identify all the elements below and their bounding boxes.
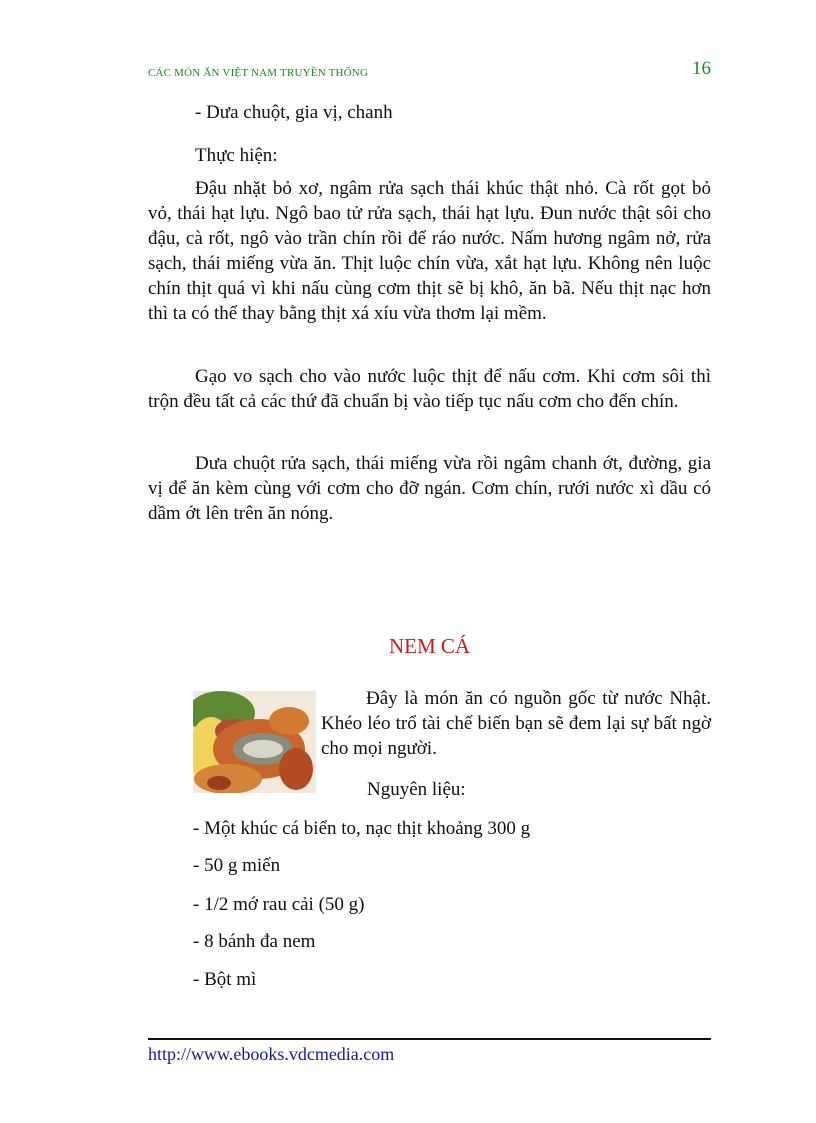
- footer-divider: [148, 1038, 711, 1040]
- ingredient-item: - 50 g miến: [193, 855, 281, 876]
- ingredient-item: - 8 bánh đa nem: [193, 931, 316, 952]
- book-title: CÁC MÓN ĂN VIỆT NAM TRUYỀN THỐNG: [148, 67, 369, 79]
- ingredient-line: - Dưa chuột, gia vị, chanh: [195, 102, 393, 123]
- ingredient-item: - 1/2 mớ rau cải (50 g): [193, 894, 365, 915]
- ingredient-item: - Một khúc cá biển to, nạc thịt khoảng 300 g: [193, 818, 531, 839]
- ingredients-label: Nguyên liệu:: [367, 779, 466, 800]
- paragraph: Đậu nhặt bỏ xơ, ngâm rửa sạch thái khúc thật nhỏ. Cà rốt gọt bỏ vỏ, thái hạt lựu. Ngô bao tử rửa sạch, thái hạt lựu. Đun nước thật sôi cho đậu, cà rốt, ngô vào trần chín rồi để ráo nước. Nấm hương ngâm nở, rửa sạch, thái miếng vừa ăn. Thịt luộc chín vừa, xắt hạt lựu. Không nên luộc chín thịt quá vì khi nấu cùng cơm thịt sẽ bị khô, ăn bã. Nếu thịt nạc hơn thì ta có thể thay bằng thịt xá xíu vừa thơm lại mềm.: [148, 178, 711, 324]
- paragraph: Dưa chuột rửa sạch, thái miếng vừa rồi ngâm chanh ớt, đường, gia vị để ăn kèm cùng với cơm cho đỡ ngán. Cơm chín, rưới nước xì dầu có dầm ớt lên trên ăn nóng.: [148, 453, 711, 524]
- paragraph: Gạo vo sạch cho vào nước luộc thịt để nấu cơm. Khi cơm sôi thì trộn đều tất cả các thứ đã chuẩn bị vào tiếp tục nấu cơm cho đến chín.: [148, 366, 711, 412]
- footer-link[interactable]: http://www.ebooks.vdcmedia.com: [148, 1044, 395, 1064]
- page-header: [148, 60, 711, 88]
- ingredient-item: - Bột mì: [193, 969, 257, 990]
- intro-text: Đây là món ăn có nguồn gốc từ nước Nhật. Khéo léo trổ tài chế biến bạn sẽ đem lại sự bất ngờ cho mọi người.: [321, 688, 711, 759]
- dish-intro: [321, 686, 711, 761]
- page-number: 16: [692, 58, 711, 79]
- method-label: Thực hiện:: [195, 145, 278, 166]
- dish-title: NEM CÁ: [388, 634, 471, 658]
- fish-roll-photo: [193, 691, 316, 793]
